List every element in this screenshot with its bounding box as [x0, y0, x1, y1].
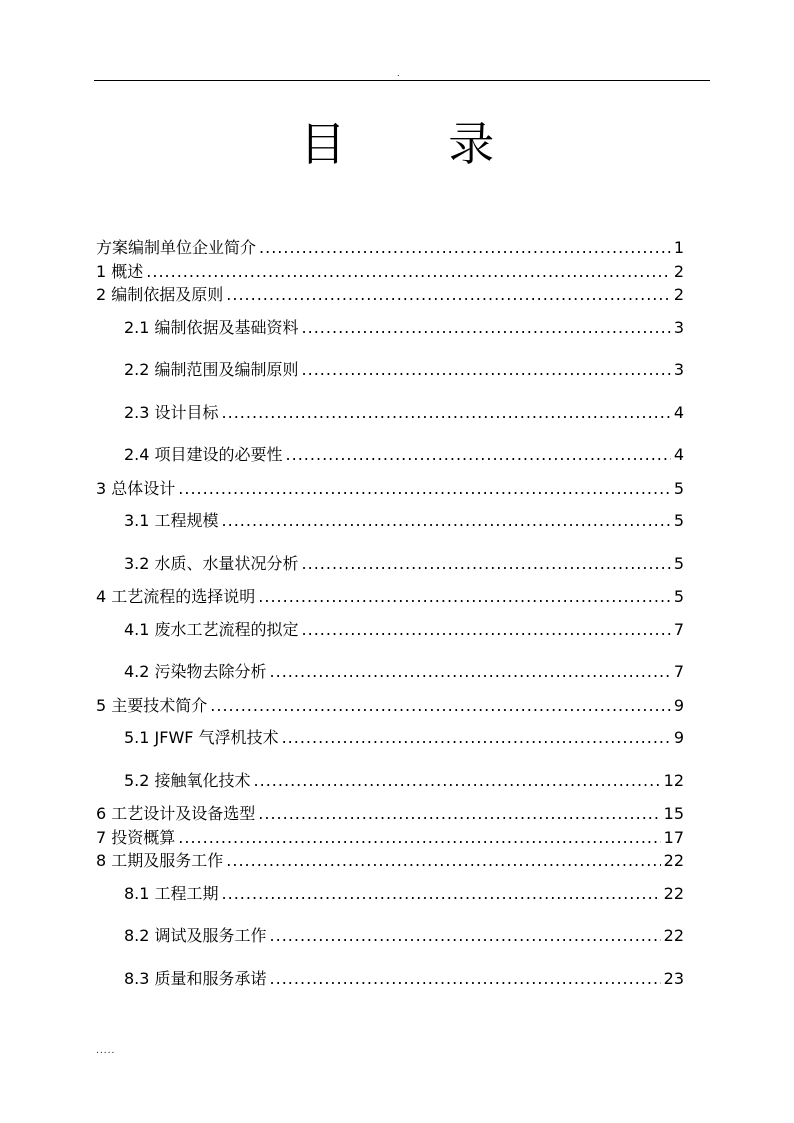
header-mark: . — [397, 69, 400, 78]
toc-entry-label: 6 工艺设计及设备选型 — [96, 804, 256, 823]
toc-entry-label: 2.2 编制范围及编制原则 — [124, 360, 299, 379]
toc-entry-label: 8.3 质量和服务承诺 — [124, 968, 267, 988]
toc-entry-page-number: 22 — [663, 926, 684, 945]
toc-entry-page-number: 7 — [673, 662, 684, 681]
toc-entry[interactable] — [96, 585, 684, 609]
toc-entry-label: 5.2 接触氧化技术 — [124, 770, 251, 790]
toc-dot-leader — [282, 717, 671, 760]
toc-entry-page-number: 5 — [673, 553, 684, 573]
toc-entry-page-number: 23 — [663, 968, 684, 988]
toc-entry-page-number: 9 — [673, 728, 684, 747]
toc-entry[interactable] — [96, 543, 684, 586]
toc-dot-leader — [302, 609, 671, 652]
toc-entry-label: 5 主要技术简介 — [96, 695, 208, 715]
toc-entry-page-number: 4 — [673, 445, 684, 464]
toc-entry[interactable] — [96, 500, 684, 543]
toc-dot-leader — [178, 477, 671, 501]
toc-dot-leader — [222, 392, 671, 435]
toc-dot-leader — [270, 651, 671, 694]
toc-entry[interactable] — [96, 609, 684, 652]
toc-entry-label: 2.4 项目建设的必要性 — [124, 445, 283, 464]
toc-entry-page-number: 17 — [663, 827, 684, 847]
toc-entry[interactable] — [96, 958, 684, 1001]
toc-dot-leader — [286, 434, 671, 477]
toc-entry[interactable] — [96, 477, 684, 501]
toc-entry[interactable] — [96, 260, 684, 284]
toc-entry[interactable] — [96, 236, 684, 260]
toc-dot-leader — [178, 826, 660, 850]
footer-mark: ..... — [96, 1046, 116, 1056]
toc-entry-page-number: 9 — [673, 695, 684, 715]
toc-entry-page-number: 5 — [673, 511, 684, 530]
toc-dot-leader — [222, 873, 661, 916]
toc-entry-label: 8 工期及服务工作 — [96, 851, 224, 870]
table-of-contents — [96, 236, 684, 1000]
toc-entry-label: 7 投资概算 — [96, 827, 176, 847]
toc-dot-leader — [222, 500, 671, 543]
toc-entry-label: 5.1 JFWF 气浮机技术 — [124, 728, 279, 747]
toc-entry-page-number: 2 — [673, 261, 684, 281]
toc-entry-page-number: 15 — [663, 804, 684, 823]
toc-entry-page-number: 5 — [673, 587, 684, 606]
header-rule — [94, 80, 710, 81]
toc-entry-page-number: 3 — [673, 360, 684, 379]
toc-entry[interactable] — [96, 717, 684, 760]
toc-entry-page-number: 7 — [673, 619, 684, 639]
toc-entry-label: 3.1 工程规模 — [124, 511, 219, 530]
toc-entry[interactable] — [96, 392, 684, 435]
toc-entry-label: 方案编制单位企业简介 — [96, 238, 257, 257]
toc-entry-page-number: 3 — [673, 317, 684, 337]
toc-entry-label: 4.2 污染物去除分析 — [124, 662, 267, 681]
toc-dot-leader — [302, 307, 671, 350]
toc-dot-leader — [270, 915, 661, 958]
toc-dot-leader — [226, 849, 660, 873]
toc-dot-leader — [258, 585, 671, 609]
toc-entry-label: 3 总体设计 — [96, 478, 176, 498]
toc-entry-page-number: 4 — [673, 402, 684, 422]
toc-dot-leader — [146, 260, 671, 284]
toc-entry-page-number: 22 — [663, 883, 684, 903]
toc-entry[interactable] — [96, 826, 684, 850]
toc-entry-label: 4 工艺流程的选择说明 — [96, 587, 256, 606]
toc-entry-page-number: 22 — [663, 851, 684, 870]
toc-entry-page-number: 5 — [673, 478, 684, 498]
toc-dot-leader — [270, 958, 661, 1001]
toc-dot-leader — [254, 760, 661, 803]
toc-dot-leader — [226, 283, 671, 307]
toc-entry-page-number: 12 — [663, 770, 684, 790]
toc-entry-label: 2 编制依据及原则 — [96, 285, 224, 304]
toc-entry[interactable] — [96, 760, 684, 803]
toc-entry[interactable] — [96, 283, 684, 307]
toc-entry-page-number: 2 — [673, 285, 684, 304]
toc-entry-label: 8.2 调试及服务工作 — [124, 926, 267, 945]
toc-entry[interactable] — [96, 873, 684, 916]
page-title: 目 录 — [299, 117, 539, 171]
toc-entry-label: 4.1 废水工艺流程的拟定 — [124, 619, 299, 639]
toc-entry[interactable] — [96, 651, 684, 694]
toc-dot-leader — [210, 694, 671, 718]
toc-entry-label: 2.3 设计目标 — [124, 402, 219, 422]
toc-dot-leader — [302, 349, 671, 392]
toc-entry[interactable] — [96, 349, 684, 392]
toc-dot-leader — [258, 802, 660, 826]
toc-entry-page-number: 1 — [673, 238, 684, 257]
toc-entry[interactable] — [96, 307, 684, 350]
toc-dot-leader — [302, 543, 671, 586]
toc-entry-label: 1 概述 — [96, 261, 144, 281]
toc-entry-label: 3.2 水质、水量状况分析 — [124, 553, 299, 573]
toc-dot-leader — [259, 236, 671, 260]
toc-entry[interactable] — [96, 915, 684, 958]
toc-entry[interactable] — [96, 849, 684, 873]
toc-entry-label: 8.1 工程工期 — [124, 883, 219, 903]
toc-entry[interactable] — [96, 802, 684, 826]
toc-entry-label: 2.1 编制依据及基础资料 — [124, 317, 299, 337]
toc-entry[interactable] — [96, 434, 684, 477]
toc-entry[interactable] — [96, 694, 684, 718]
